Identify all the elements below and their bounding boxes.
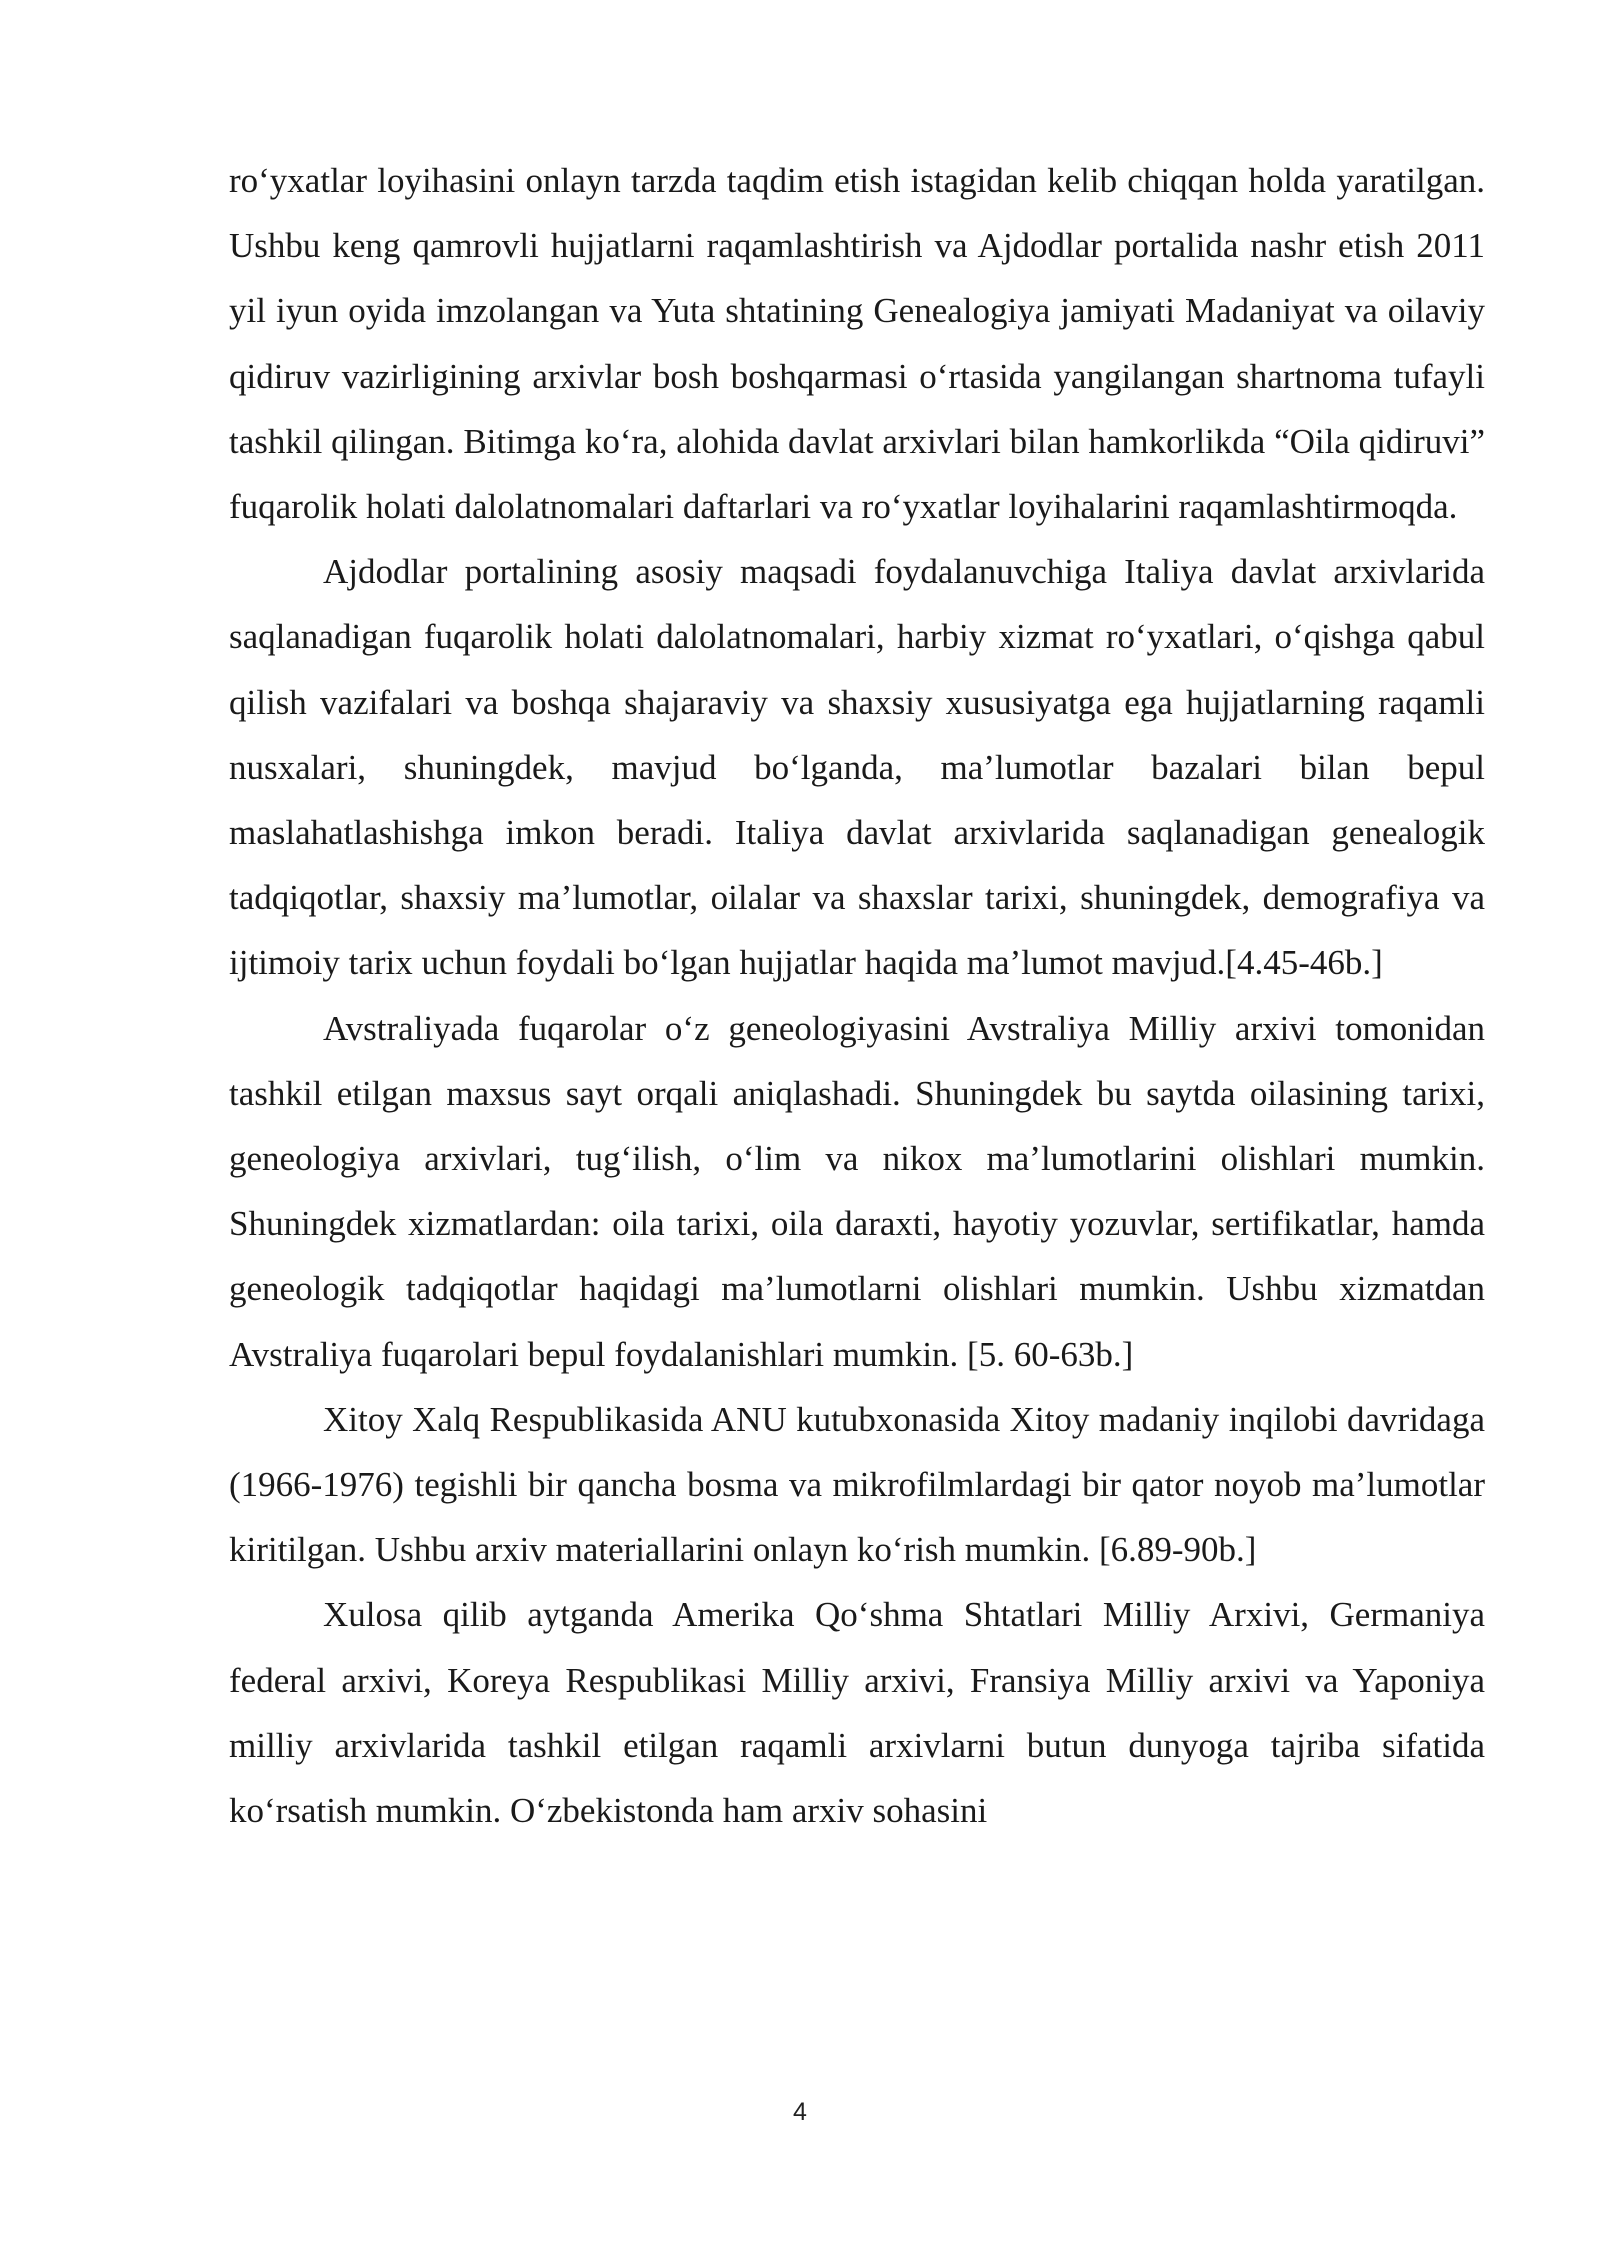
- page-number: 4: [793, 2098, 807, 2126]
- document-body: [229, 148, 1485, 1843]
- paragraph-continued-registers: ro‘yxatlar loyihasini onlayn tarzda taqdim etish istagidan kelib chiqqan holda yaratilgan. Ushbu keng qamrovli hujjatlarni raqamlashtirish va Ajdodlar portalida nashr etish 2011 yil iyun oyida imzolangan va Yuta shtatining Genealogiya jamiyati Madaniyat va oilaviy qidiruv vazirligining arxivlar bosh boshqarmasi o‘rtasida yangilangan shartnoma tufayli tashkil qilingan. Bitimga ko‘ra, alohida davlat arxivlari bilan hamkorlikda “Oila qidiruvi” fuqarolik holati dalolatnomalari daftarlari va ro‘yxatlar loyihalarini raqamlashtirmoqda.: [229, 161, 1485, 527]
- paragraph-ancestors-portal: Ajdodlar portalining asosiy maqsadi foydalanuvchiga Italiya davlat arxivlarida saqlanadigan fuqarolik holati dalolatnomalari, harbiy xizmat ro‘yxatlari, o‘qishga qabul qilish vazifalari va boshqa shajaraviy va shaxsiy xususiyatga ega hujjatlarning raqamli nusxalari, shuningdek, mavjud bo‘lganda, ma’lumotlar bazalari bilan bepul maslahatlashishga imkon beradi. Italiya davlat arxivlarida saqlanadigan genealogik tadqiqotlar, shaxsiy ma’lumotlar, oilalar va shaxslar tarixi, shuningdek, demografiya va ijtimoiy tarix uchun foydali bo‘lgan hujjatlar haqida ma’lumot mavjud.[4.45-46b.]: [229, 552, 1485, 983]
- paragraph-australia: Avstraliyada fuqarolar o‘z geneologiyasini Avstraliya Milliy arxivi tomonidan tashkil etilgan maxsus sayt orqali aniqlashadi. Shuningdek bu saytda oilasining tarixi, geneologiya arxivlari, tug‘ilish, o‘lim va nikox ma’lumotlarini olishlari mumkin. Shuningdek xizmatlardan: oila tarixi, oila daraxti, hayotiy yozuvlar, sertifikatlar, hamda geneologik tadqiqotlar haqidagi ma’lumotlarni olishlari mumkin. Ushbu xizmatdan Avstraliya fuqarolari bepul foydalanishlari mumkin. [5. 60-63b.]: [229, 1008, 1485, 1374]
- paragraph-conclusion: Xulosa qilib aytganda Amerika Qo‘shma Shtatlari Milliy Arxivi, Germaniya federal arxivi, Koreya Respublikasi Milliy arxivi, Fransiya Milliy arxivi va Yaponiya milliy arxivlarida tashkil etilgan raqamli arxivlarni butun dunyoga tajriba sifatida ko‘rsatish mumkin. O‘zbekistonda ham arxiv sohasini: [229, 1595, 1485, 1831]
- paragraph-china: Xitoy Xalq Respublikasida ANU kutubxonasida Xitoy madaniy inqilobi davridaga (1966-1976) tegishli bir qancha bosma va mikrofilmlardagi bir qator noyob ma’lumotlar kiritilgan. Ushbu arxiv materiallarini onlayn ko‘rish mumkin. [6.89-90b.]: [229, 1399, 1485, 1570]
